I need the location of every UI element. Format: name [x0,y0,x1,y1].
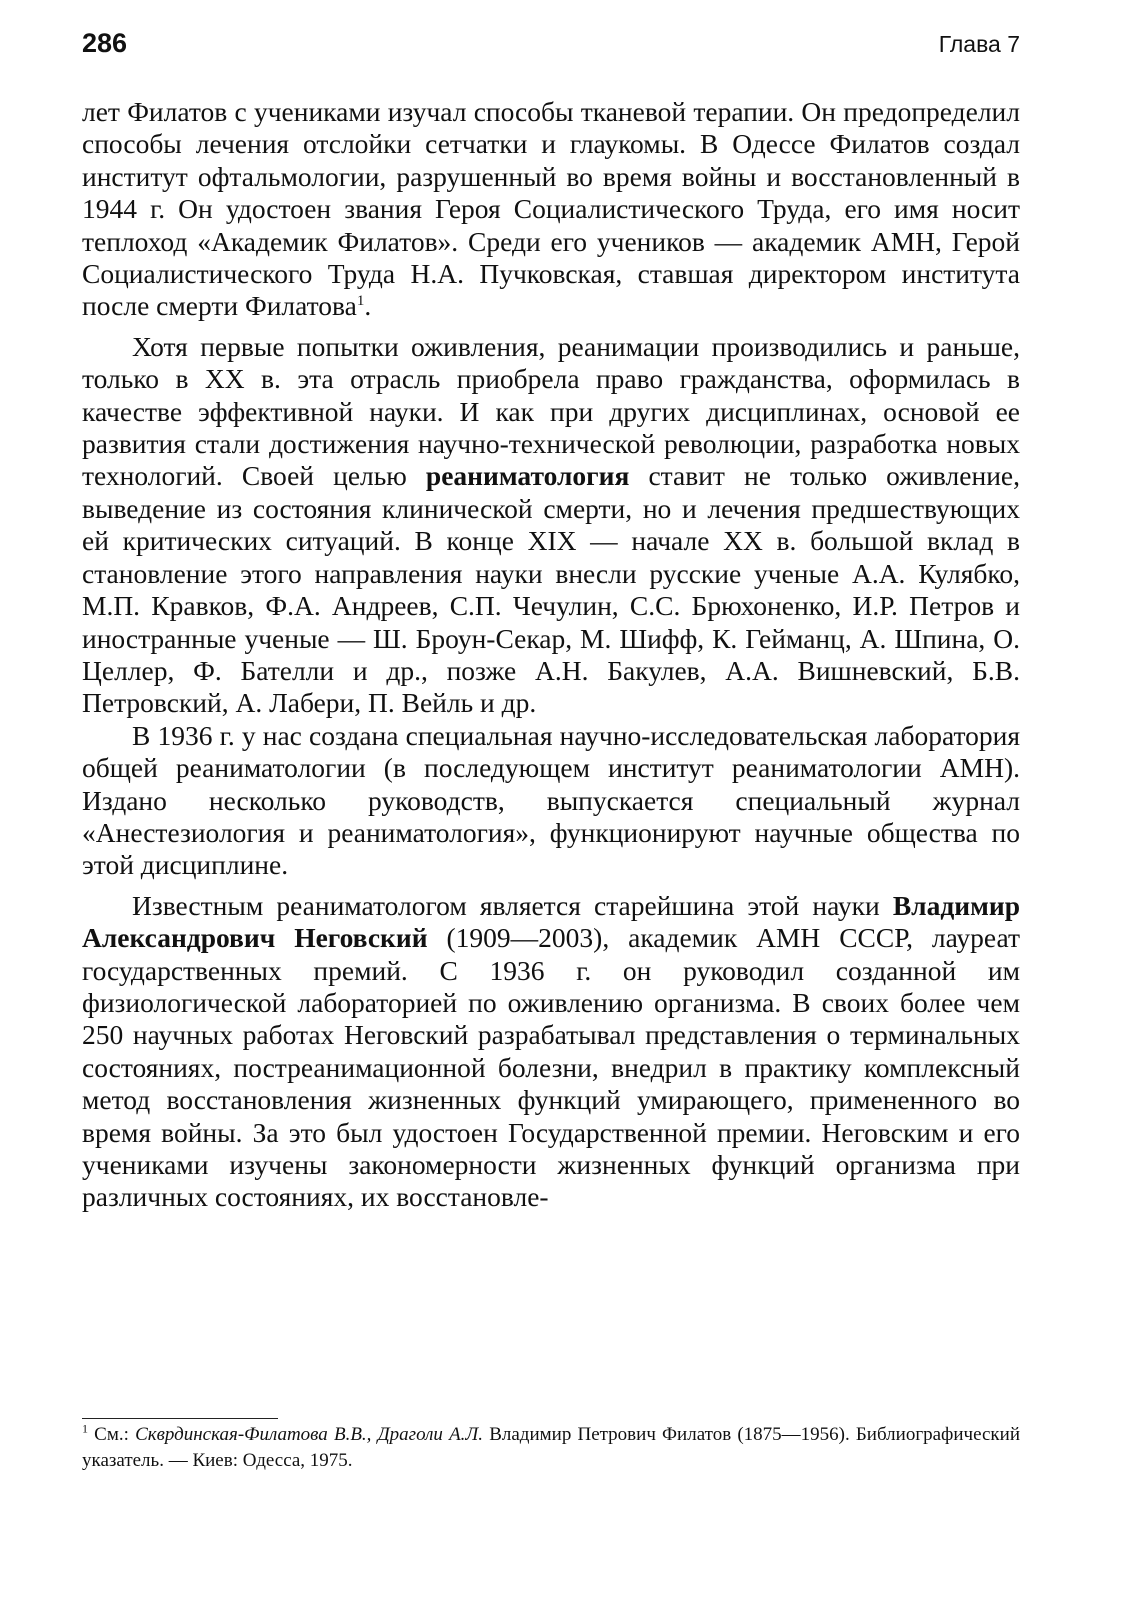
paragraph-2-text-start: Хотя первые попытки оживления, реанимации производились и раньше, только в XX в. эта отрасль приобрела право гражданства, оформилась в качестве эффективной науки. И как при других дисциплинах, основой ее развития стали достижения научно-технической революции, разработка новых технологий. Своей целью [82,330,1020,492]
footnote-prefix: См.: [88,1424,136,1445]
paragraph-3 [82,720,1020,882]
page-number: 286 [82,28,128,58]
paragraph-4-text-end: (1909—2003), академик АМН СССР, лауреат государственных премий. С 1936 г. он руководил созданной им физиологической лабораторией по оживлению организма. В своих более чем 250 научных работах Неговский разрабатывал представления о терминальных состояниях, постреанимационной болезни, внедрил в практику комплексный метод восстановления жизненных функций умирающего, примененного во время войны. За это был удостоен Государственной премии. Неговским и его учениками изучены закономерности жизненных функций организма при различных состояниях, их восстановле- [82,922,1020,1213]
paragraph-4 [82,890,1020,1214]
paragraph-2-text-end: ставит не только оживление, выведение из состояния клинической смерти, но и лечения предшествующих ей критических ситуаций. В конце XIX — начале XX в. большой вклад в становление этого направления науки внесли русские ученые А.А. Кулябко, М.П. Кравков, Ф.А. Андреев, С.П. Чечулин, С.С. Брюхоненко, И.Р. Петров и иностранные ученые — Ш. Броун-Секар, М. Шифф, К. Гейманц, А. Шпина, О. Целлер, Ф. Бателли и др., позже А.Н. Бакулев, А.А. Вишневский, Б.В. Петровский, А. Лабери, П. Вейль и др. [82,460,1020,719]
chapter-label: Глава 7 [938,31,1020,57]
paragraph-1-text: лет Филатов с учениками изучал способы тканевой терапии. Он предопределил способы лечения отслойки сетчатки и глаукомы. В Одессе Филатов создал институт офтальмологии, разрушенный во время войны и восстановленный в 1944 г. Он удостоен звания Героя Социалистического Труда, его имя носит теплоход «Академик Филатов». Среди его учеников — академик АМН, Герой Социалистического Труда Н.А. Пучковская, ставшая директором института после смерти Филатова [82,96,1020,322]
footnote [82,1422,1020,1474]
footnote-marker: 1 [82,1421,88,1436]
body-text [82,96,1020,1214]
paragraph-1 [82,96,1020,323]
paragraph-3-text: В 1936 г. у нас создана специальная научно-исследовательская лаборатория общей реаниматологии (в последующем институт реаниматологии АМН). Издано несколько руководств, выпускается специальный журнал «Анестезиология и реаниматология», функционируют научные общества по этой дисциплине. [82,719,1020,881]
page [82,28,1020,1214]
footnote-divider [82,1418,278,1419]
paragraph-4-text-start: Известным реаниматологом является старейшина этой науки [132,889,893,921]
paragraph-2 [82,331,1020,720]
running-head [82,28,1020,72]
footnote-authors: Скврдинская-Филатова В.В., Драголи А.Л. [135,1424,484,1445]
paragraph-1-end: . [364,290,372,322]
footnote-reference: 1 [356,293,365,310]
footnote-citation: Владимир Петрович Филатов (1875—1956). Библиографический указатель. — Киев: Одесса, 1975. [82,1424,1020,1471]
person-name-negovsky: Владимир Александрович Неговский [82,889,1020,954]
term-reanimatology: реаниматология [425,460,630,492]
